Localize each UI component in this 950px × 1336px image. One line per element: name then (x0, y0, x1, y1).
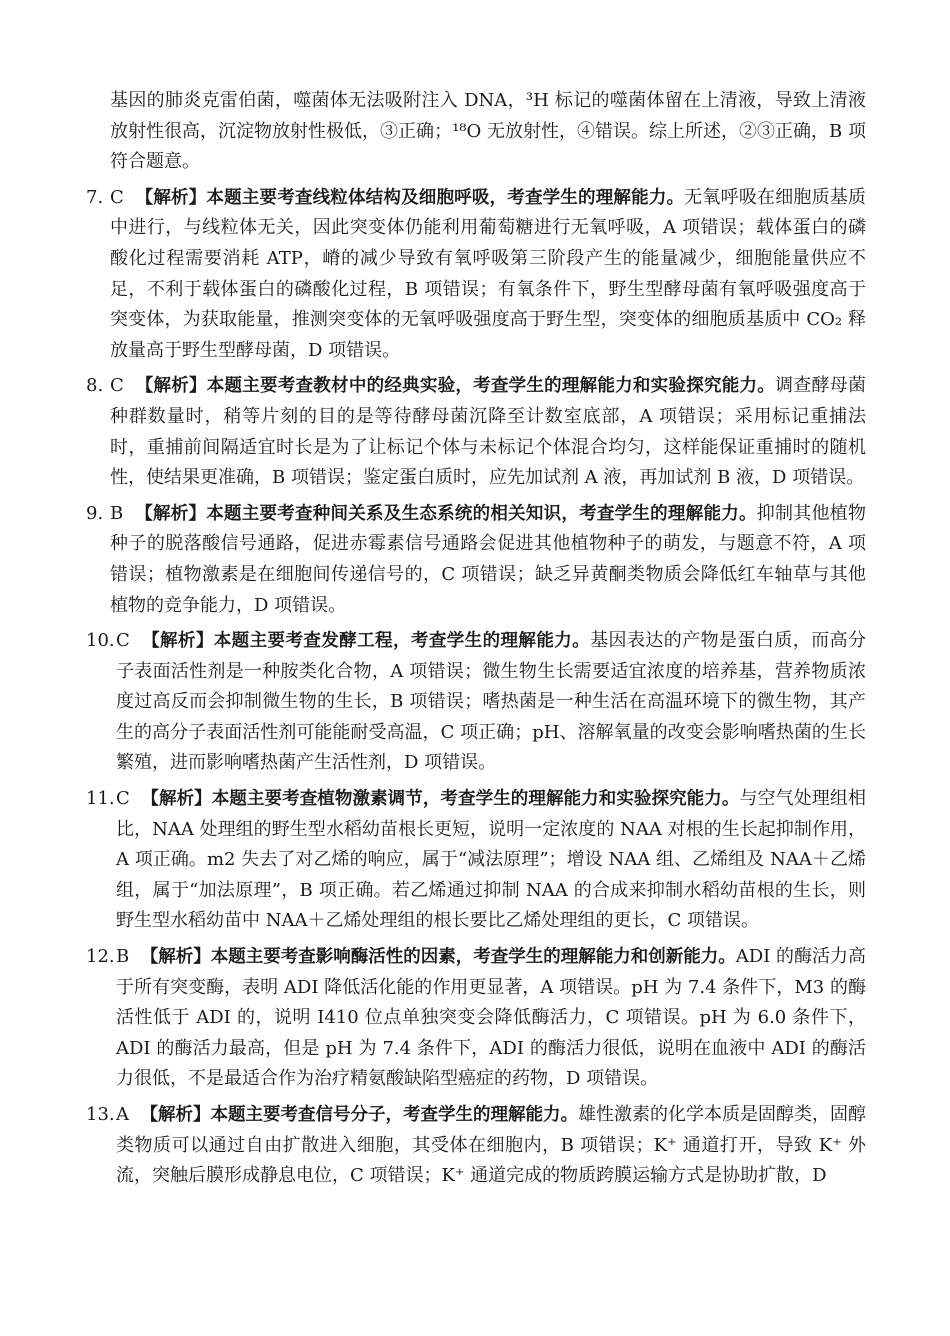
item-number: 13. (86, 1104, 115, 1125)
analysis-heading: 【解析】本题主要考查发酵工程，考查学生的理解能力。 (142, 631, 591, 652)
analysis-heading: 【解析】本题主要考查线粒体结构及细胞呼吸，考查学生的理解能力。 (135, 187, 685, 208)
item-number: 8. (86, 375, 104, 397)
answer-item-8 (86, 371, 866, 493)
item-number: 12. (86, 946, 115, 968)
item-number: 10. (86, 630, 115, 652)
analysis-heading: 【解析】本题主要考查教材中的经典实验，考查学生的理解能力和实验探究能力。 (135, 376, 775, 397)
analysis-body: ADI 的酶活力高于所有突变酶，表明 ADI 降低活化能的作用更显著，A 项错误。pH 为 7.4 条件下，M3 的酶活性低于 ADI 的，说明 I410 位点单独突变会降低酶活力，C 项错误。pH 为 6.0 条件下，ADI 的酶活力最高，但是 pH 为 7.4 条件下，ADI 的酶活力很低，说明在血液中 ADI 的酶活力很低，不是最适合作为治疗精氨酸缺陷型癌症的药物，D 项错误。 (116, 946, 867, 1090)
answer-explanation-page (86, 86, 866, 1197)
item-number: 11. (86, 788, 115, 810)
analysis-body: 雄性激素的化学本质是固醇类，固醇类物质可以通过自由扩散进入细胞，其受体在细胞内，B 项错误；K⁺ 通道打开，导致 K⁺ 外流，突触后膜形成静息电位，C 项错误；K⁺ 通道完成的物质跨膜运输方式是协助扩散，D (116, 1104, 866, 1187)
analysis-body: 与空气处理组相比，NAA 处理组的野生型水稻幼苗根长更短，说明一定浓度的 NAA 对根的生长起抑制作用，A 项正确。m2 失去了对乙烯的响应，属于“减法原理”；增设 NAA 组、乙烯组及 NAA＋乙烯组，属于“加法原理”，B 项正确。若乙烯通过抑制 NAA 的合成来抑制水稻幼苗根的生长，则野生型水稻幼苗中 NAA＋乙烯处理组的根长要比乙烯处理组的更长，C 项错误。 (116, 788, 866, 932)
item-answer: C (116, 630, 130, 652)
analysis-heading: 【解析】本题主要考查影响酶活性的因素，考查学生的理解能力和创新能力。 (140, 947, 736, 968)
analysis-heading: 【解析】本题主要考查种间关系及生态系统的相关知识，考查学生的理解能力。 (135, 503, 757, 524)
item-number: 9. (86, 502, 104, 524)
answer-item-13 (86, 1100, 866, 1192)
analysis-heading: 【解析】本题主要考查信号分子，考查学生的理解能力。 (140, 1105, 578, 1125)
analysis-body: 基因表达的产物是蛋白质，而高分子表面活性剂是一种胺类化合物，A 项错误；微生物生长需要适宜浓度的培养基，营养物质浓度过高反而会抑制微生物的生长，B 项错误；嗜热菌是一种生活在高温环境下的微生物，其产生的高分子表面活性剂可能能耐受高温，C 项正确；pH、溶解氧量的改变会影响嗜热菌的生长繁殖，进而影响嗜热菌产生活性剂，D 项错误。 (116, 630, 867, 774)
answer-item-7 (86, 183, 866, 367)
answer-item-9 (86, 499, 866, 621)
answer-item-10 (86, 626, 866, 779)
answer-item-11 (86, 784, 866, 937)
analysis-body: 无氧呼吸在细胞质基质中进行，与线粒体无关，因此突变体仍能利用葡萄糖进行无氧呼吸，A 项错误；载体蛋白的磷酸化过程需要消耗 ATP，嵴的减少导致有氧呼吸第三阶段产生的能量减少，细胞能量供应不足，不利于载体蛋白的磷酸化过程，B 项错误；有氧条件下，野生型酵母菌有氧呼吸强度高于突变体，为获取能量，推测突变体的无氧呼吸强度高于野生型，突变体的细胞质基质中 CO₂ 释放量高于野生型酵母菌，D 项错误。 (110, 186, 867, 361)
item-answer: C (110, 375, 124, 397)
answer-item-12 (86, 942, 866, 1095)
item-answer: C (110, 186, 124, 208)
continuation-text: 基因的肺炎克雷伯菌，噬菌体无法吸附注入 DNA，³H 标记的噬菌体留在上清液，导致上清液放射性很高，沉淀物放射性极低，③正确；¹⁸O 无放射性，④错误。综上所述，②③正确，B 项符合题意。 (110, 90, 866, 173)
item-answer: C (116, 788, 130, 810)
continuation-paragraph (86, 86, 866, 178)
analysis-body: 抑制其他植物种子的脱落酸信号通路，促进赤霉素信号通路会促进其他植物种子的萌发，与题意不符，A 项错误；植物激素是在细胞间传递信号的，C 项错误；缺乏异黄酮类物质会降低红车轴草与其他植物的竞争能力，D 项错误。 (110, 502, 867, 616)
item-answer: A (116, 1104, 129, 1125)
item-answer: B (116, 946, 130, 968)
analysis-body: 调查酵母菌种群数量时，稍等片刻的目的是等待酵母菌沉降至计数室底部，A 项错误；采用标记重捕法时，重捕前间隔适宜时长是为了让标记个体与未标记个体混合均匀，这样能保证重捕时的随机性，使结果更准确，B 项错误；鉴定蛋白质时，应先加试剂 A 液，再加试剂 B 液，D 项错误。 (110, 375, 867, 489)
item-answer: B (110, 502, 124, 524)
analysis-heading: 【解析】本题主要考查植物激素调节，考查学生的理解能力和实验探究能力。 (141, 789, 740, 810)
item-number: 7. (86, 186, 104, 208)
